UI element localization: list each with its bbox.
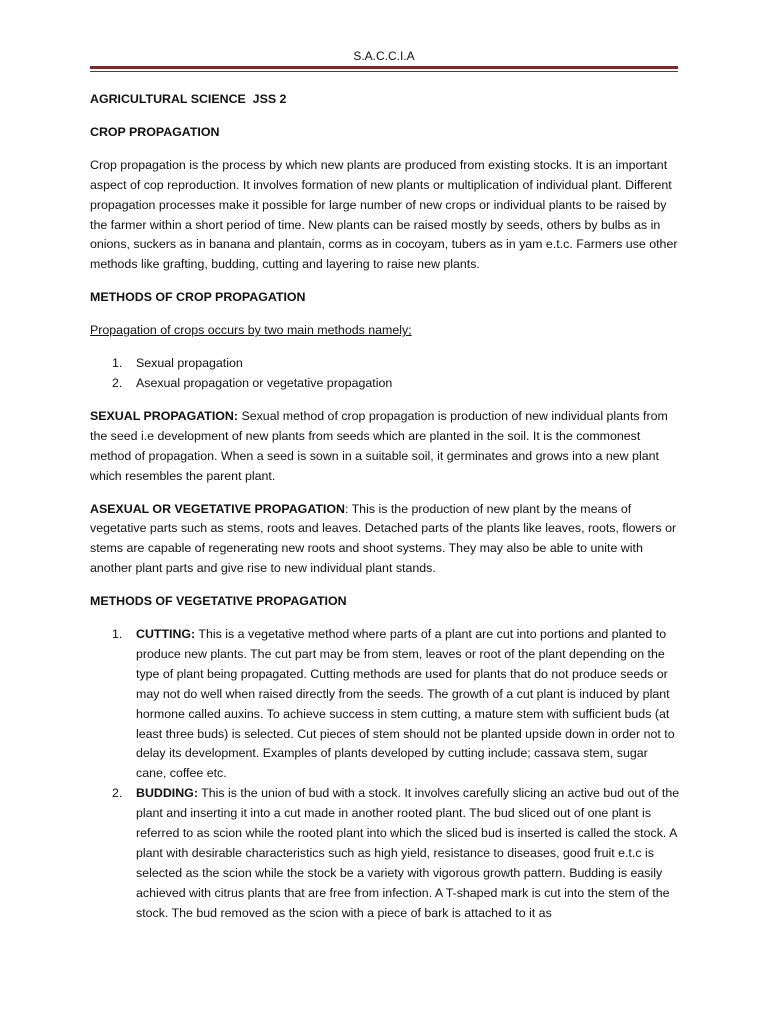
topic-heading: CROP PROPAGATION bbox=[90, 124, 220, 139]
page-header: S.A.C.C.I.A bbox=[353, 49, 415, 63]
list-item: 2. BUDDING: This is the union of bud with a stock. It involves carefully slicing an active bud out of the plant and inserting it into a cut made in another rooted plant. The bud sliced out of one plant is referred to as scion while the rooted plant into which the sliced bud is inserted is called the stock. A plant with desirable characteristics such as high yield, resistance to diseases, good fruit e.t.c is selected as the scion while the stock be a variety with vigorous growth pattern. Budding is easily achieved with citrus plants that are free from infection. A T-shaped mark is cut into the stem of the stock. The bud removed as the scion with a piece of bark is attached to it as bbox=[112, 786, 680, 920]
asexual-propagation-paragraph: ASEXUAL OR VEGETATIVE PROPAGATION: This is the production of new plant by the means of vegetative parts such as stems, roots and leaves. Detached parts of the plants like leaves, roots, flowers or stems are capable of regenerating new roots and shoot systems. They may also be able to unite with another plant parts and give rise to new individual plant stands. bbox=[90, 501, 677, 576]
methods-list bbox=[90, 354, 680, 394]
vegetative-methods-heading: METHODS OF VEGETATIVE PROPAGATION bbox=[90, 594, 347, 609]
subject-heading: AGRICULTURAL SCIENCE JSS 2 bbox=[90, 92, 287, 106]
list-item: 1. Sexual propagation bbox=[112, 356, 243, 371]
list-item: 2. Asexual propagation or vegetative propagation bbox=[112, 375, 393, 390]
term-label: CUTTING: bbox=[136, 627, 196, 642]
term-label: BUDDING: bbox=[136, 786, 198, 801]
term-label: SEXUAL PROPAGATION: bbox=[90, 408, 239, 423]
document-body bbox=[90, 90, 680, 924]
intro-paragraph: Crop propagation is the process by which new plants are produced from existing stocks. It is an important aspect of cop reproduction. It involves formation of new plants or multiplication of individual plant. Different propagation processes make it possible for large number of new crops or individual plants to be raised by the farmer within a short period of time. New plants can be raised mostly by seeds, others by bulbs as in onions, suckers as in banana and plantain, corms as in cocoyam, tubers as in yam e.t.c. Farmers use other methods like grafting, budding, cutting and layering to raise new plants. bbox=[90, 157, 678, 272]
list-item: 1. CUTTING: This is a vegetative method where parts of a plant are cut into portions and planted to produce new plants. The cut part may be from stem, leaves or root of the plant depending on the type of plant being propagated. Cutting methods are used for plants that do not produce seeds or may not do well when raised directly from the seeds. The growth of a cut plant is induced by plant hormone called auxins. To achieve success in stem cutting, a mature stem with sufficient buds (at least three buds) is selected. Cut pieces of stem should not be planted upside down in order not to delay its development. Examples of plants developed by cutting include; cassava stem, sugar cane, coffee etc. bbox=[112, 627, 675, 781]
header-rule-thick bbox=[90, 66, 678, 69]
header-rule-thin bbox=[90, 71, 678, 72]
methods-heading: METHODS OF CROP PROPAGATION bbox=[90, 290, 306, 305]
methods-intro: Propagation of crops occurs by two main methods namely; bbox=[90, 323, 412, 338]
term-label: ASEXUAL OR VEGETATIVE PROPAGATION bbox=[90, 501, 345, 516]
vegetative-methods-list bbox=[90, 625, 680, 924]
sexual-propagation-paragraph: SEXUAL PROPAGATION: Sexual method of crop propagation is production of new individual plants from the seed i.e development of new plants from seeds which are planted in the soil. It is the commonest method of propagation. When a seed is sown in a suitable soil, it germinates and grows into a new plant which resembles the parent plant. bbox=[90, 408, 668, 483]
